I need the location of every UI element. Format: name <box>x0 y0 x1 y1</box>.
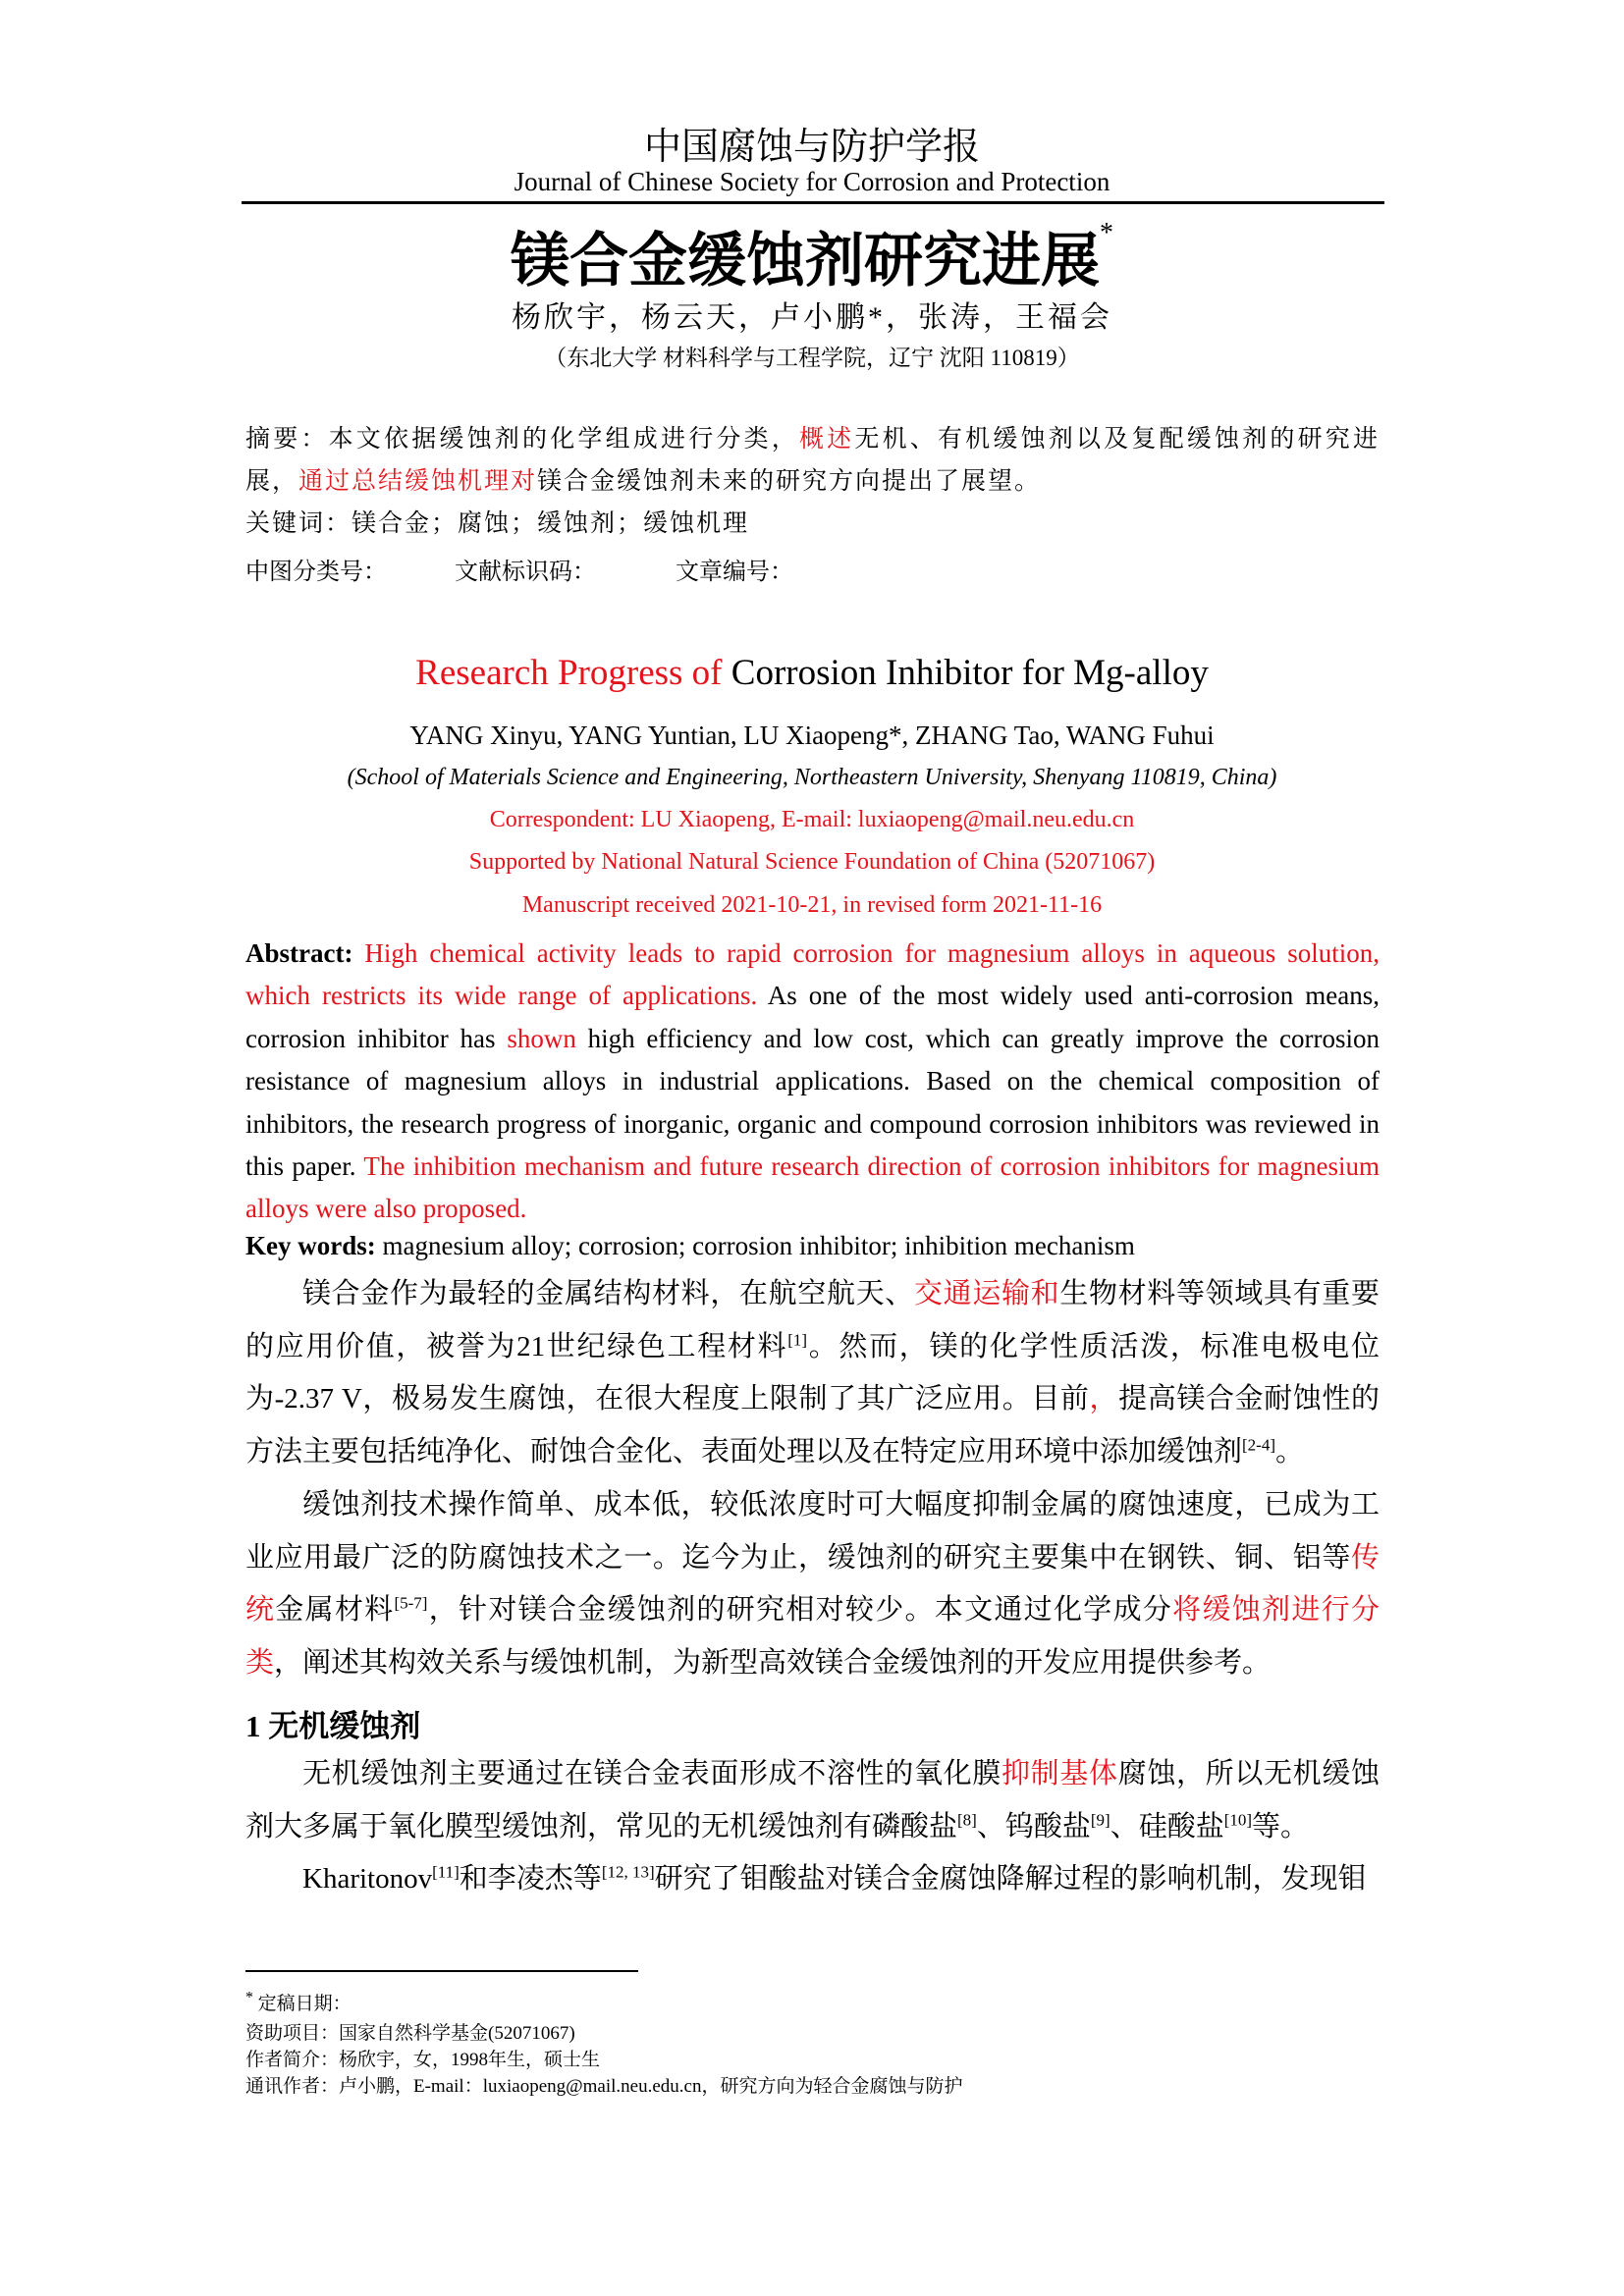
citation: [11] <box>432 1862 460 1882</box>
citation: [5-7] <box>394 1593 428 1613</box>
section-heading: 1 无机缓蚀剂 <box>245 1709 421 1743</box>
authors-en: YANG Xinyu, YANG Yuntian, LU Xiaopeng*, ZHANG Tao, WANG Fuhui <box>409 721 1215 750</box>
abstract-en <box>245 933 1380 1231</box>
text: 、钨酸盐 <box>976 1810 1091 1842</box>
footnote-date <box>245 1989 352 2015</box>
paragraph <box>245 1853 1380 1906</box>
body-section-1 <box>245 1748 1380 1906</box>
text: 镁合金作为最轻的金属结构材料，在航空航天、 <box>302 1278 914 1309</box>
highlight: 将缓蚀剂进行分类 <box>245 1594 1380 1679</box>
title-text: 镁合金缓蚀剂研究进展 <box>511 229 1100 294</box>
abstract-en-text: As one of the most widely used anti-corrosion means, corrosion inhibitor has <box>245 981 1380 1053</box>
header-rule <box>242 201 1384 204</box>
text: 提高镁合金耐蚀性的方法主要包括纯净化、耐蚀合金化、表面处理以及在特定应用环境中添加缓蚀剂 <box>245 1383 1380 1468</box>
text: 研究了钼酸盐对镁合金腐蚀降解过程的影响机制，发现钼 <box>654 1863 1367 1896</box>
text: 。 <box>1275 1436 1305 1468</box>
abstract-text: 镁合金缓蚀剂未来的研究方向提出了展望。 <box>537 468 1042 495</box>
abstract-highlight: 通过总结缓蚀机理对 <box>298 468 538 495</box>
citation: [2-4] <box>1242 1435 1275 1455</box>
citation: [1] <box>787 1330 808 1350</box>
abstract-label: 摘要： <box>245 426 329 453</box>
highlight: 抑制基体 <box>1001 1758 1118 1789</box>
authors-cn: 杨欣宇，杨云天，卢小鹏*，张涛，王福会 <box>512 301 1112 334</box>
class-number-label: 中图分类号： <box>245 560 387 585</box>
article-number-label: 文章编号： <box>676 560 793 585</box>
footnote-contact: 通讯作者：卢小鹏，E-mail：luxiaopeng@mail.neu.edu.cn，研究方向为轻合金腐蚀与防护 <box>245 2076 963 2097</box>
text: 。然而，镁的化学性质活泼，标准电极电位为-2.37 V，极易发生腐蚀，在很大程度上限制了其广泛应用。目前 <box>245 1330 1380 1415</box>
footnote-text: 定稿日期： <box>257 1994 352 2014</box>
body-intro <box>245 1268 1380 1690</box>
text: 生物材料等领域具有重要的应用价值，被誉为21世纪绿色工程材料 <box>245 1278 1380 1362</box>
text: 无机缓蚀剂主要通过在镁合金表面形成不溶性的氧化膜 <box>302 1758 1001 1789</box>
abstract-highlight: 概述 <box>798 426 855 453</box>
citation: [9] <box>1090 1810 1110 1830</box>
affiliation-en: (School of Materials Science and Engineering, Northeastern University, Shenyang 110819, China) <box>347 765 1277 790</box>
paper-title-en <box>0 652 1624 694</box>
paragraph <box>245 1748 1380 1853</box>
text: ，阐述其构效关系与缓蚀机制，为新型高效镁合金缓蚀剂的开发应用提供参考。 <box>274 1646 1272 1679</box>
text: 等。 <box>1252 1810 1310 1842</box>
document-code-label: 文献标识码： <box>455 560 596 585</box>
paper-title-cn <box>0 214 1624 298</box>
text: 缓蚀剂技术操作简单、成本低，较低浓度时可大幅度抑制金属的腐蚀速度，已成为工业应用最广泛的防腐蚀技术之一。迄今为止，缓蚀剂的研究主要集中在钢铁、铜、铝等 <box>245 1488 1380 1574</box>
citation: [12, 13] <box>601 1862 655 1882</box>
citation: [10] <box>1223 1810 1253 1830</box>
abstract-text: 无机、有机缓蚀剂以及复配缓蚀剂的研究进展， <box>245 426 1380 495</box>
keywords-en-label: Key words: <box>245 1231 376 1260</box>
paragraph <box>245 1268 1380 1479</box>
correspondent: Correspondent: LU Xiaopeng, E-mail: luxiaopeng@mail.neu.edu.cn <box>489 807 1135 832</box>
highlight: 传统 <box>245 1541 1380 1627</box>
manuscript-dates: Manuscript received 2021-10-21, in revised form 2021-11-16 <box>521 892 1103 918</box>
text: 腐蚀，所以无机缓蚀剂大多属于氧化膜型缓蚀剂，常见的无机缓蚀剂有磷酸盐 <box>245 1758 1380 1842</box>
title-en-text: Corrosion Inhibitor for Mg-alloy <box>731 653 1209 693</box>
highlight: 交通运输和 <box>913 1278 1060 1309</box>
citation: [8] <box>957 1810 977 1830</box>
abstract-en-highlight: shown <box>507 1023 576 1053</box>
footnote-funding: 资助项目：国家自然科学基金(52071067) <box>245 2023 575 2044</box>
funding-en: Supported by National Natural Science Foundation of China (52071067) <box>468 849 1156 875</box>
footnote-rule <box>245 1970 638 1972</box>
text: 、硅酸盐 <box>1110 1810 1224 1842</box>
text: 金属材料 <box>275 1594 395 1627</box>
affiliation-cn: （东北大学 材料科学与工程学院，辽宁 沈阳 110819） <box>544 346 1080 370</box>
journal-title-en: Journal of Chinese Society for Corrosion and Protection <box>514 167 1110 196</box>
journal-title-cn: 中国腐蚀与防护学报 <box>643 127 980 168</box>
abstract-cn <box>245 418 1380 503</box>
text: Kharitonov <box>302 1863 433 1896</box>
abstract-en-highlight: The inhibition mechanism and future research direction of corrosion inhibitors for magnesium alloys were also proposed. <box>245 1151 1380 1224</box>
footnote-author: 作者简介：杨欣宇，女，1998年生，硕士生 <box>245 2050 601 2070</box>
abstract-text: 本文依据缓蚀剂的化学组成进行分类， <box>328 426 799 453</box>
title-en-highlight: Research Progress of <box>415 653 731 693</box>
keywords-en <box>245 1231 1135 1261</box>
text: 和李凌杰等 <box>459 1863 602 1896</box>
abstract-en-label: Abstract: <box>245 938 353 968</box>
keywords-en-text: magnesium alloy; corrosion; corrosion inhibitor; inhibition mechanism <box>375 1231 1135 1260</box>
paragraph <box>245 1479 1380 1690</box>
title-footnote-mark: * <box>1100 218 1113 248</box>
abstract-en-text: high efficiency and low cost, which can greatly improve the corrosion resistance of magnesium alloys in industrial applications. Based on the chemical composition of inhibitors, the research progress of inorganic, organic and compound corrosion inhibitors was reviewed in this paper. <box>245 1023 1380 1182</box>
highlight: ， <box>1089 1383 1119 1415</box>
keywords-cn: 关键词：镁合金；腐蚀；缓蚀剂；缓蚀机理 <box>245 510 750 537</box>
footnote-mark: * <box>245 1989 253 2006</box>
text: ，针对镁合金缓蚀剂的研究相对较少。本文通过化学成分 <box>427 1594 1173 1627</box>
abstract-en-highlight: High chemical activity leads to rapid corrosion for magnesium alloys in aqueous solution, which restricts its wide range of applications. <box>245 938 1380 1011</box>
